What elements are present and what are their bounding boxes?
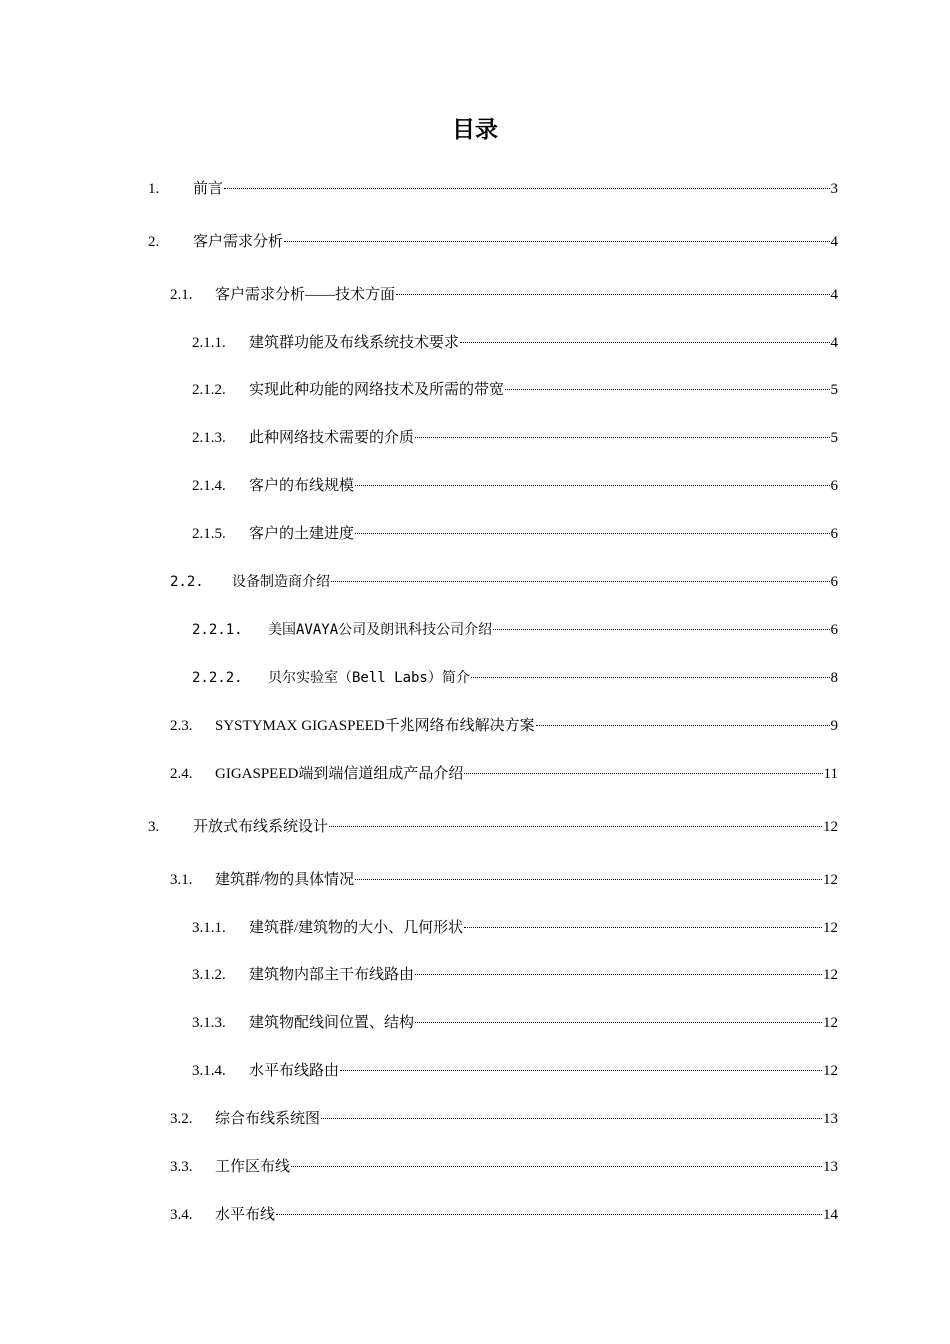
- dot-leader: [331, 581, 830, 582]
- dot-leader: [471, 677, 830, 678]
- toc-entry-label: 水平布线: [215, 1207, 276, 1223]
- toc-entry-page: 6: [830, 622, 838, 638]
- toc-entry[interactable]: [192, 916, 838, 940]
- toc-entry-number: 2.4.: [170, 766, 193, 782]
- dot-leader: [355, 485, 829, 486]
- toc-entry-label: 美国AVAYA公司及朗讯科技公司介绍: [268, 622, 493, 638]
- toc-entry-number: 2.1.3.: [192, 430, 226, 446]
- toc-entry-page: 12: [823, 920, 838, 936]
- toc-title: 目录: [452, 117, 498, 143]
- toc-entry-label: 综合布线系统图: [215, 1111, 321, 1127]
- toc-entry-label: 客户的布线规模: [249, 478, 355, 494]
- toc-entry-page: 8: [830, 670, 838, 686]
- toc-entry-page: 4: [830, 287, 838, 303]
- toc-entry[interactable]: [170, 868, 838, 892]
- dot-leader: [415, 974, 822, 975]
- toc-entry[interactable]: [192, 331, 838, 355]
- toc-entry-page: 5: [830, 430, 838, 446]
- toc-entry-label: 前言: [193, 181, 224, 197]
- toc-entry[interactable]: [170, 714, 838, 738]
- toc-entry-number: 3.1.3.: [192, 1015, 226, 1031]
- dot-leader: [536, 725, 830, 726]
- toc-entry-label: 建筑群功能及布线系统技术要求: [249, 335, 460, 351]
- toc-entry-page: 14: [823, 1207, 838, 1223]
- toc-entry-number: 3.: [148, 819, 160, 835]
- toc-entry[interactable]: [192, 378, 838, 402]
- toc-entry[interactable]: [170, 1107, 838, 1131]
- dot-leader: [464, 773, 822, 774]
- toc-entry-page: 13: [823, 1159, 838, 1175]
- dot-leader: [493, 629, 829, 630]
- toc-entry-number: 3.3.: [170, 1159, 193, 1175]
- toc-entry-number: 2.3.: [170, 718, 193, 734]
- toc-entry-label: GIGASPEED端到端信道组成产品介绍: [215, 766, 464, 782]
- toc-entry-page: 5: [830, 382, 838, 398]
- toc-entry-label: 建筑群/建筑物的大小、几何形状: [249, 920, 464, 936]
- toc-entry[interactable]: [148, 230, 838, 254]
- dot-leader: [284, 241, 829, 242]
- toc-entry-label: 建筑物内部主干布线路由: [249, 967, 415, 983]
- toc-entry-number: 3.1.2.: [192, 967, 226, 983]
- toc-entry-number: 2.2.1.: [192, 622, 243, 638]
- toc-entry-number: 3.2.: [170, 1111, 193, 1127]
- toc-entry[interactable]: [192, 474, 838, 498]
- toc-entry-number: 3.1.: [170, 872, 193, 888]
- toc-entry-page: 9: [830, 718, 838, 734]
- toc-entry-page: 12: [823, 819, 838, 835]
- dot-leader: [355, 533, 829, 534]
- toc-entry-page: 6: [830, 574, 838, 590]
- dot-leader: [460, 342, 829, 343]
- dot-leader: [321, 1118, 822, 1119]
- toc-entry[interactable]: [148, 177, 838, 201]
- toc-entry-page: 4: [830, 234, 838, 250]
- dot-leader: [505, 389, 829, 390]
- toc-entry-label: 客户的土建进度: [249, 526, 355, 542]
- dot-leader: [329, 826, 822, 827]
- dot-leader: [291, 1166, 822, 1167]
- dot-leader: [276, 1214, 822, 1215]
- toc-entry-number: 2.: [148, 234, 160, 250]
- toc-entry-page: 6: [830, 526, 838, 542]
- dot-leader: [224, 188, 829, 189]
- toc-entry-label: 设备制造商介绍: [232, 574, 330, 590]
- toc-entry[interactable]: [170, 283, 838, 307]
- toc-entry[interactable]: [192, 666, 838, 690]
- toc-entry-number: 3.1.1.: [192, 920, 226, 936]
- toc-entry-page: 3: [830, 181, 838, 197]
- toc-entry-page: 12: [823, 1015, 838, 1031]
- toc-entry-number: 2.1.2.: [192, 382, 226, 398]
- toc-entry[interactable]: [192, 618, 838, 642]
- toc-entry[interactable]: [192, 522, 838, 546]
- toc-entry-number: 2.1.5.: [192, 526, 226, 542]
- toc-entry-number: 3.4.: [170, 1207, 193, 1223]
- toc-entry[interactable]: [192, 426, 838, 450]
- toc-entry[interactable]: [192, 1011, 838, 1035]
- toc-entry-label: 贝尔实验室（Bell Labs）简介: [268, 670, 470, 686]
- toc-entry-number: 2.1.: [170, 287, 193, 303]
- toc-entry[interactable]: [192, 1059, 838, 1083]
- dot-leader: [396, 294, 829, 295]
- toc-entry-page: 11: [823, 766, 838, 782]
- toc-entry-label: 实现此种功能的网络技术及所需的带宽: [249, 382, 505, 398]
- toc-entry-page: 12: [823, 1063, 838, 1079]
- toc-entry-label: 工作区布线: [215, 1159, 291, 1175]
- dot-leader: [355, 879, 822, 880]
- toc-entry-page: 4: [830, 335, 838, 351]
- dot-leader: [415, 437, 829, 438]
- toc-entry-number: 2.2.: [170, 574, 204, 590]
- toc-entry-label: 此种网络技术需要的介质: [249, 430, 415, 446]
- toc-entry[interactable]: [192, 963, 838, 987]
- toc-entry-page: 13: [823, 1111, 838, 1127]
- dot-leader: [340, 1070, 822, 1071]
- toc-entry[interactable]: [170, 1155, 838, 1179]
- toc-entry-page: 6: [830, 478, 838, 494]
- toc-entry[interactable]: [148, 815, 838, 839]
- dot-leader: [415, 1022, 822, 1023]
- toc-entry-page: 12: [823, 872, 838, 888]
- toc-entry-label: 客户需求分析: [193, 234, 284, 250]
- toc-entry-label: 开放式布线系统设计: [193, 819, 329, 835]
- toc-entry-label: 建筑物配线间位置、结构: [249, 1015, 415, 1031]
- toc-entry-number: 2.2.2.: [192, 670, 243, 686]
- toc-entry-number: 3.1.4.: [192, 1063, 226, 1079]
- toc-entry-label: 建筑群/物的具体情况: [215, 872, 355, 888]
- toc-entry[interactable]: [170, 1203, 838, 1227]
- dot-leader: [464, 927, 822, 928]
- toc-entry-number: 2.1.4.: [192, 478, 226, 494]
- toc-entry-label: 客户需求分析——技术方面: [215, 287, 396, 303]
- toc-entry[interactable]: [170, 762, 838, 786]
- toc-entry-label: SYSTYMAX GIGASPEED千兆网络布线解决方案: [215, 718, 535, 734]
- toc-entry-number: 1.: [148, 181, 160, 197]
- toc-entry-page: 12: [823, 967, 838, 983]
- toc-entry[interactable]: [170, 570, 838, 594]
- toc-entry-number: 2.1.1.: [192, 335, 226, 351]
- toc-entry-label: 水平布线路由: [249, 1063, 340, 1079]
